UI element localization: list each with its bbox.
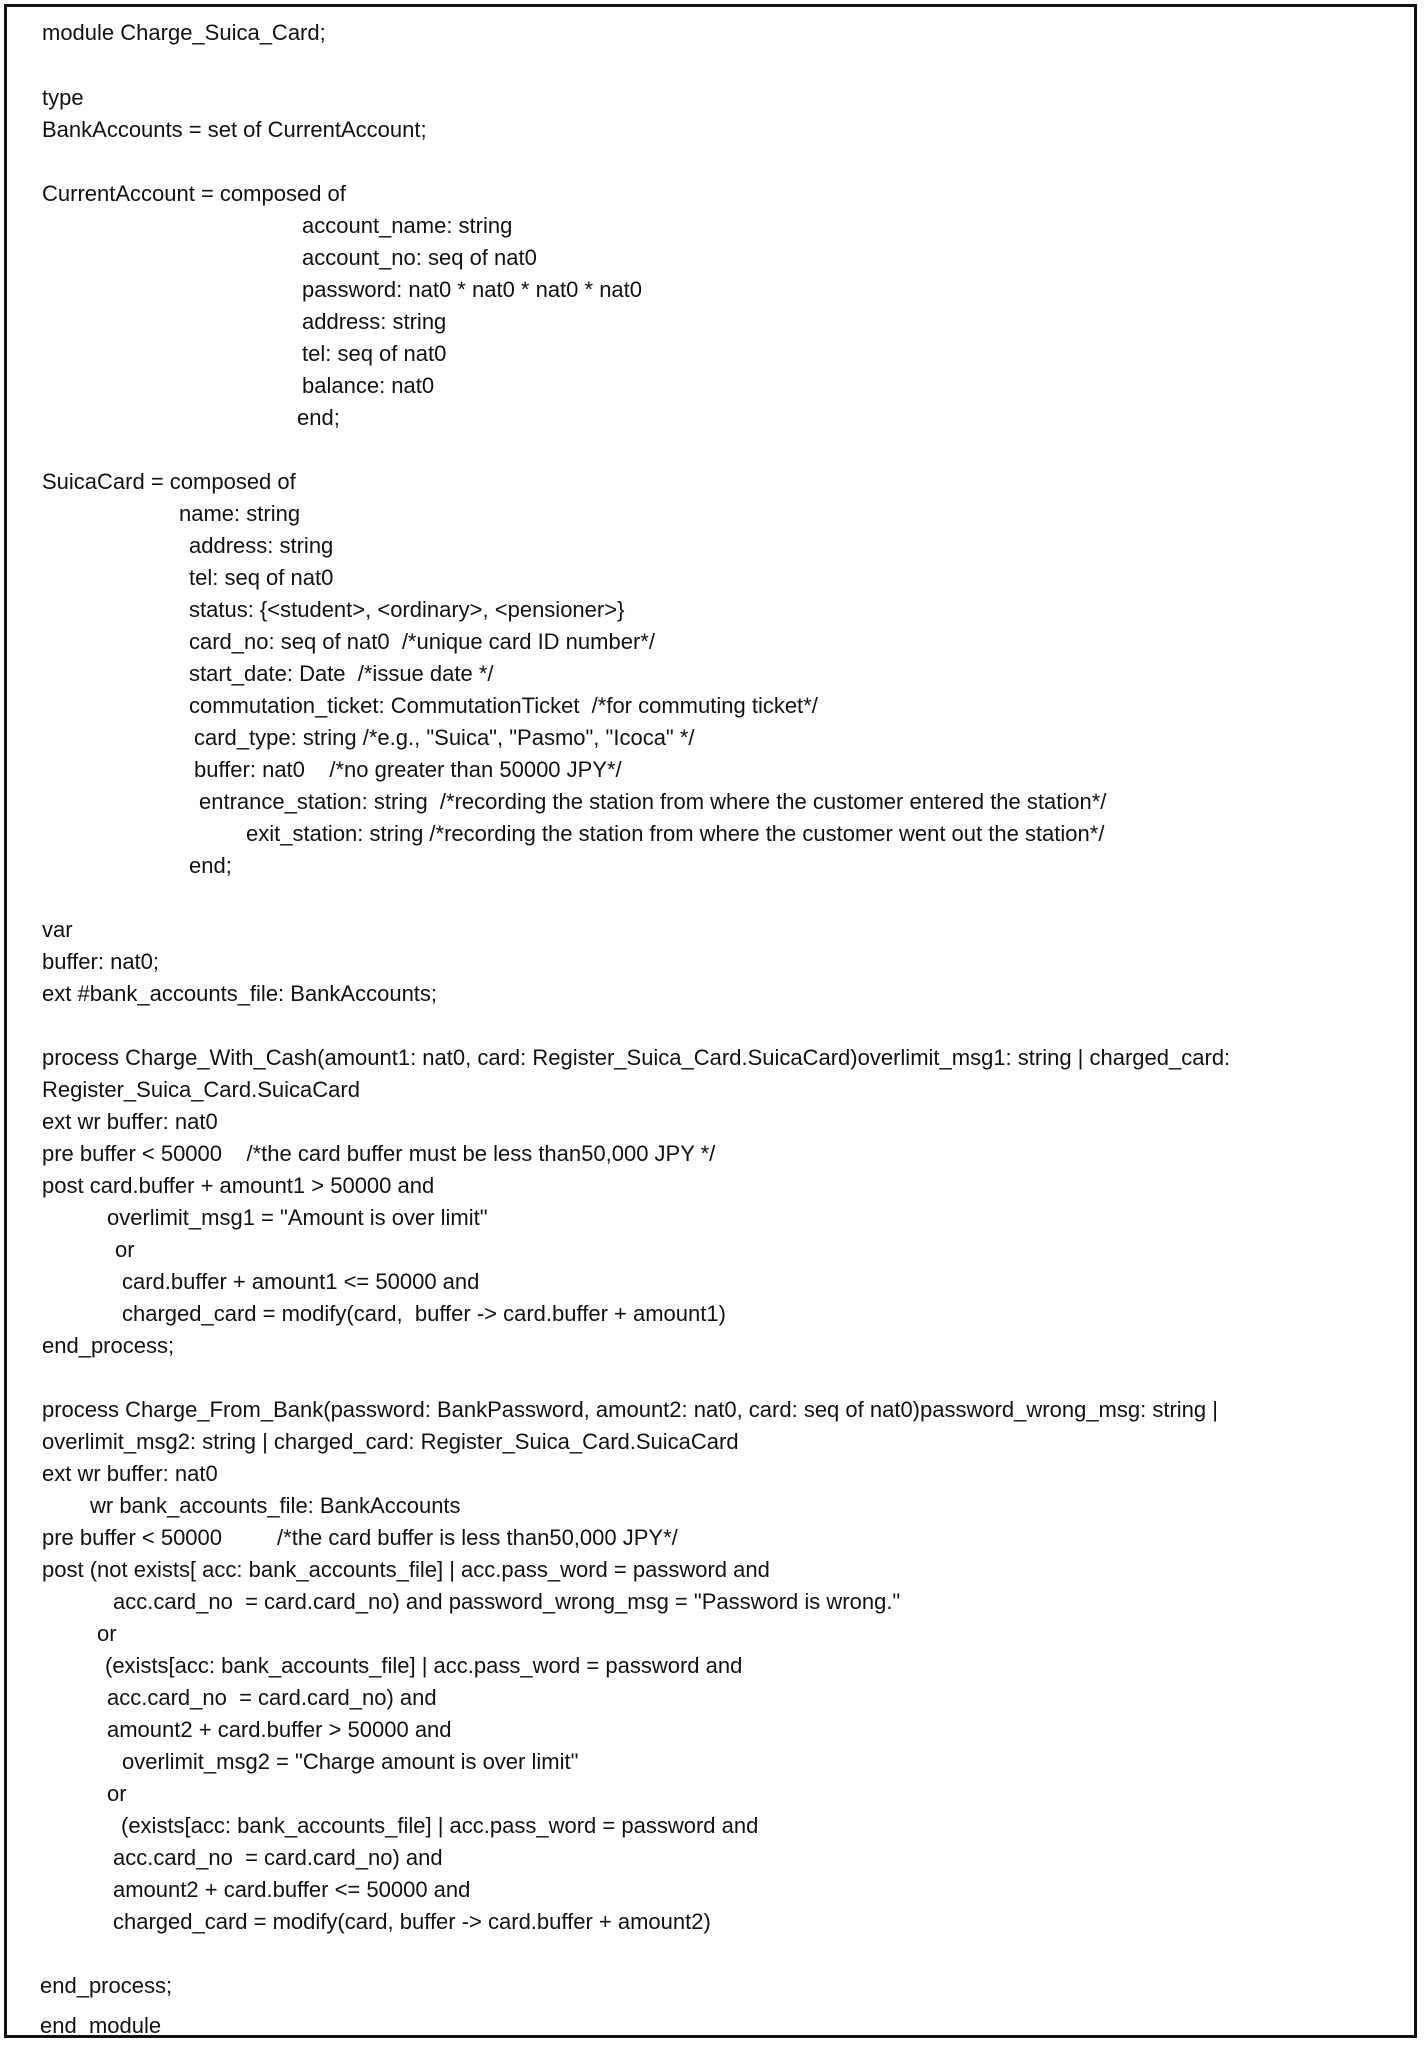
code-line: name: string [179, 501, 301, 526]
code-line: address: string [189, 533, 334, 558]
code-listing [7, 7, 1414, 2038]
code-line: end_process; [40, 1973, 173, 1998]
code-line: pre buffer < 50000 /*the card buffer must be less than50,000 JPY */ [42, 1141, 716, 1166]
code-line: CurrentAccount = composed of [42, 181, 346, 206]
code-line: SuicaCard = composed of [42, 469, 296, 494]
code-line: card.buffer + amount1 <= 50000 and [122, 1269, 480, 1294]
code-line: buffer: nat0; [42, 949, 160, 974]
code-line: entrance_station: string /*recording the station from where the customer entered the station*/ [199, 789, 1107, 814]
code-line: end_module [40, 2013, 162, 2038]
code-line: type [42, 85, 84, 110]
code-line: status: {<student>, <ordinary>, <pensioner>} [189, 597, 625, 622]
code-line: end; [189, 853, 232, 878]
code-line: exit_station: string /*recording the station from where the customer went out the station*/ [246, 821, 1105, 846]
code-line: end_process; [42, 1333, 175, 1358]
code-line: pre buffer < 50000 /*the card buffer is less than50,000 JPY*/ [42, 1525, 678, 1550]
code-line: module Charge_Suica_Card; [42, 20, 326, 45]
code-line: Register_Suica_Card.SuicaCard [42, 1077, 360, 1102]
code-line: buffer: nat0 /*no greater than 50000 JPY*/ [194, 757, 622, 782]
code-line: ext wr buffer: nat0 [42, 1461, 218, 1486]
code-line: or [107, 1781, 127, 1806]
code-line: or [115, 1237, 135, 1262]
code-line: process Charge_With_Cash(amount1: nat0, card: Register_Suica_Card.SuicaCard)overlimit_msg1: string | charged_card: [42, 1045, 1231, 1070]
code-line: var [42, 917, 73, 942]
code-line: start_date: Date /*issue date */ [189, 661, 494, 686]
code-line: acc.card_no = card.card_no) and [113, 1845, 443, 1870]
code-line: acc.card_no = card.card_no) and password_wrong_msg = "Password is wrong." [113, 1589, 901, 1614]
code-line: charged_card = modify(card, buffer -> card.buffer + amount2) [113, 1909, 711, 1934]
code-line: acc.card_no = card.card_no) and [107, 1685, 437, 1710]
code-line: process Charge_From_Bank(password: BankPassword, amount2: nat0, card: seq of nat0)password_wrong_msg: string | [42, 1397, 1218, 1422]
code-line: post (not exists[ acc: bank_accounts_file] | acc.pass_word = password and [42, 1557, 770, 1582]
code-line: account_name: string [302, 213, 513, 238]
document-frame [4, 4, 1417, 2038]
code-line: amount2 + card.buffer > 50000 and [107, 1717, 452, 1742]
code-line: amount2 + card.buffer <= 50000 and [113, 1877, 471, 1902]
code-line: tel: seq of nat0 [189, 565, 334, 590]
code-line: password: nat0 * nat0 * nat0 * nat0 [302, 277, 643, 302]
code-line: end; [297, 405, 340, 430]
code-line: (exists[acc: bank_accounts_file] | acc.pass_word = password and [105, 1653, 743, 1678]
code-line: ext #bank_accounts_file: BankAccounts; [42, 981, 438, 1006]
code-line: or [97, 1621, 117, 1646]
code-line: overlimit_msg2: string | charged_card: Register_Suica_Card.SuicaCard [42, 1429, 739, 1454]
code-line: account_no: seq of nat0 [302, 245, 537, 270]
code-line: wr bank_accounts_file: BankAccounts [90, 1493, 461, 1518]
code-line: commutation_ticket: CommutationTicket /*for commuting ticket*/ [189, 693, 818, 718]
code-line: address: string [302, 309, 447, 334]
code-line: overlimit_msg1 = "Amount is over limit" [107, 1205, 488, 1230]
code-line: charged_card = modify(card, buffer -> card.buffer + amount1) [122, 1301, 726, 1326]
code-line: (exists[acc: bank_accounts_file] | acc.pass_word = password and [121, 1813, 759, 1838]
code-line: card_type: string /*e.g., "Suica", "Pasmo", "Icoca" */ [194, 725, 695, 750]
code-line: post card.buffer + amount1 > 50000 and [42, 1173, 435, 1198]
code-line: balance: nat0 [302, 373, 435, 398]
code-line: BankAccounts = set of CurrentAccount; [42, 117, 427, 142]
code-line: card_no: seq of nat0 /*unique card ID number*/ [189, 629, 655, 654]
code-line: ext wr buffer: nat0 [42, 1109, 218, 1134]
code-line: tel: seq of nat0 [302, 341, 447, 366]
code-line: overlimit_msg2 = "Charge amount is over limit" [122, 1749, 579, 1774]
